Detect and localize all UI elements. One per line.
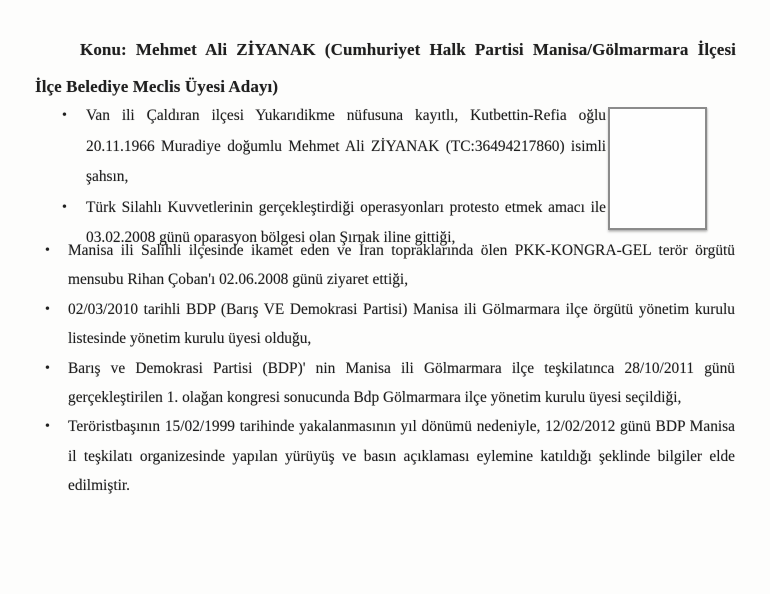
list-item (45, 412, 735, 500)
bullet-icon: • (45, 243, 50, 258)
list-item-text: 02/03/2010 tarihli BDP (Barış VE Demokrasi Partisi) Manisa ili Gölmarmara ilçe örgütü yönetim kurulu listesinde yönetim kurulu üyesi olduğu, (68, 300, 735, 348)
findings-list-lower (45, 236, 735, 501)
subject-heading-line1: Konu: Mehmet Ali ZİYANAK (Cumhuriyet Halk Partisi Manisa/Gölmarmara İlçesi (80, 40, 736, 59)
list-item (45, 354, 735, 413)
list-item (62, 101, 606, 193)
subject-heading (35, 31, 736, 105)
bullet-icon: • (45, 419, 50, 435)
subject-heading-line2: İlçe Belediye Meclis Üyesi Adayı) (35, 77, 279, 96)
list-item-text: Van ili Çaldıran ilçesi Yukarıdikme nüfusuna kayıtlı, Kutbettin-Refia oğlu 20.11.1966 Muradiye doğumlu Mehmet Ali ZİYANAK (TC:36494217860) isimli şahsın, (86, 107, 606, 185)
findings-list-upper (62, 101, 606, 254)
list-item-text: Teröristbaşının 15/02/1999 tarihinde yakalanmasının yıl dönümü nedeniyle, 12/02/2012 günü BDP Manisa il teşkilatı organizesinde yapılan yürüyüş ve basın açıklaması eylemine katıldığı şeklinde bilgiler elde edilmiştir. (68, 418, 735, 495)
list-item (45, 236, 735, 295)
list-item-text: Manisa ili Salihli ilçesinde ikamet eden ve İran topraklarında ölen PKK-KONGRA-GEL terör örgütü mensubu Rihan Çoban'ı 02.06.2008 günü ziyaret ettiği, (68, 242, 735, 289)
list-item (45, 295, 735, 354)
bullet-icon: • (45, 301, 50, 317)
list-item-text: Barış ve Demokrasi Partisi (BDP)' nin Manisa ili Gölmarmara ilçe teşkilatınca 28/10/2011 günü gerçekleştirilen 1. olağan kongresi sonucunda Bdp Gölmarmara ilçe yönetim kurulu üyesi seçildiği, (68, 359, 735, 407)
bullet-icon: • (62, 199, 67, 215)
photo-placeholder-box (608, 107, 707, 230)
list-item-text: Türk Silahlı Kuvvetlerinin gerçekleştirdiği operasyonları protesto etmek amacı ile 03.02.2008 günü oparasyon bölgesi olan Şırnak iline gittiği, (86, 198, 606, 246)
bullet-icon: • (62, 108, 67, 123)
bullet-icon: • (45, 360, 50, 376)
